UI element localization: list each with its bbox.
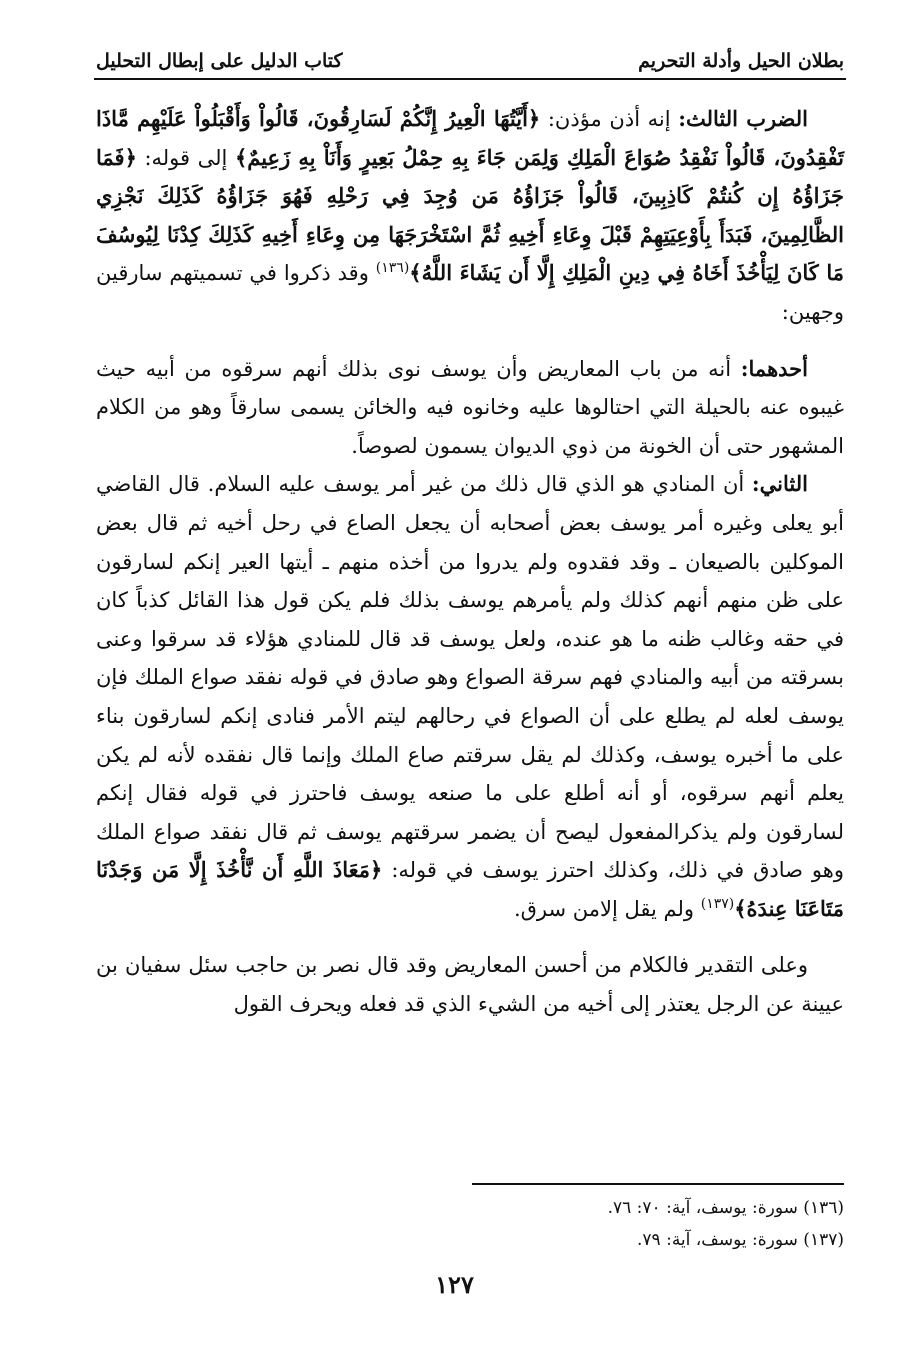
paragraph-body: أنه من باب المعاريض وأن يوسف نوى بذلك أنهم سرقوه من أبيه حيث غيبوه عنه بالحيلة التي احتالوها عليه وخانوه فيه والخائن يسمى سارقاً وهو من الكلام المشهور حتى أن الخونة من ذوي الديوان يسمون لصوصاً. [96, 356, 844, 458]
paragraph-3 [96, 465, 844, 928]
paragraph-end: وقد ذكروا في تسميتهم سارقين وجهين: [96, 261, 844, 324]
footnote-divider [472, 1183, 844, 1185]
running-header [96, 38, 844, 72]
header-divider [94, 78, 846, 80]
footnote-reference: (١٣٧) [700, 895, 735, 912]
paragraph-4 [96, 946, 844, 1023]
paragraph-end: ولم يقل إلامن سرق. [513, 896, 701, 921]
footnote-reference: (١٣٦) [375, 260, 410, 277]
header-left-title: كتاب الدليل على إبطال التحليل [96, 50, 343, 72]
quran-quote: ﴿مَعَاذَ اللَّهِ أَن نَّأْخُذَ إِلَّا مَن وَجَدْنَا مَتَاعَنَا عِندَهُ﴾ [96, 857, 844, 921]
paragraph-2 [96, 350, 844, 466]
paragraph-lead: الضرب الثالث: [678, 106, 808, 131]
paragraph-body: وعلى التقدير فالكلام من أحسن المعاريض وقد قال نصر بن حاجب سئل سفيان بن عيينة عن الرجل يعتذر إلى أخيه من الشيء الذي قد فعله ويحرف القول [96, 953, 844, 1017]
footnote-item: (١٣٧) سورة: يوسف، آية: ٧٩. [637, 1230, 844, 1250]
main-text [96, 100, 844, 1024]
footnotes [96, 1192, 844, 1256]
paragraph-lead: الثاني: [751, 471, 808, 497]
paragraph-intro: إنه أذن مؤذن: [540, 107, 679, 131]
quran-quote: ﴿أَيَّتُهَا الْعِيرُ إِنَّكُمْ لَسَارِقُونَ، قَالُواْ وَأَقْبَلُواْ عَلَيْهِم مَّاذَا تَفْقِدُونَ، قَالُواْ نَفْقِدُ صُوَاعَ الْمَلِكِ وَلِمَن جَاءَ بِهِ حِمْلُ بَعِيرٍ وَأَنَاْ بِهِ زَعِيمٌ﴾ [96, 106, 844, 170]
paragraph-body: أن المنادي هو الذي قال ذلك من غير أمر يوسف عليه السلام. قال القاضي أبو يعلى وغيره أمر يوسف بعض أصحابه أن يجعل الصاع في رحل أخيه ثم قال بعض الموكلين بالصيعان ـ وقد فقدوه ولم يدروا من أخذه منهم ـ أيتها العير إنكم لسارقون على ظن منهم أنهم كذلك ولم يأمرهم يوسف بذلك فلم يكن قول هذا القائل كذباً كان في حقه وغالب ظنه ما هو عنده، ولعل يوسف قد قال للمنادي هؤلاء قد سرقوا وعنى بسرقته من أبيه والمنادي فهم سرقة الصواع وهو صادق في قوله نفقد صواع الملك فإن يوسف لعله لم يطلع على أن الصواع في رحالهم ليتم الأمر فنادى إنكم لسارقون بناء على ما أخبره يوسف، وكذلك لم يقل سرقتم صاع الملك وإنما قال نفقده لأنه لم يكن يعلم أنهم سرقوه، أو أنه أطلع على ما صنعه يوسف فاحترز في قوله فقال إنكم لسارقون ولم يذكرالمفعول ليصح أن يضمر سرقتهم يوسف ثم قال نفقد صواع الملك وهو صادق في ذلك، وكذلك احترز يوسف في قوله: [96, 472, 844, 883]
paragraph-middle: إلى قوله: [136, 145, 235, 170]
paragraph-lead: أحدهما: [740, 355, 808, 381]
page-number: ١٢٧ [435, 1270, 474, 1299]
paragraph-1 [96, 100, 844, 332]
footnote-item: (١٣٦) سورة: يوسف، آية: ٧٠: ٧٦. [607, 1198, 844, 1218]
quran-quote: ﴿فَمَا جَزَاؤُهُ إِن كُنتُمْ كَاذِبِينَ، قَالُواْ جَزَاؤُهُ مَن وُجِدَ فِي رَحْلِهِ فَهُوَ جَزَاؤُهُ كَذَلِكَ نَجْزِي الظَّالِمِينَ، فَبَدَأَ بِأَوْعِيَتِهِمْ قَبْلَ وِعَاءِ أَخِيهِ ثُمَّ اسْتَخْرَجَهَا مِن وِعَاءِ أَخِيهِ كَذَلِكَ كِدْنَا لِيُوسُفَ مَا كَانَ لِيَأْخُذَ أَخَاهُ فِي دِينِ الْمَلِكِ إِلَّا أَن يَشَاءَ اللَّهُ﴾ [96, 144, 845, 286]
header-right-title: بطلان الحيل وأدلة التحريم [638, 50, 844, 72]
